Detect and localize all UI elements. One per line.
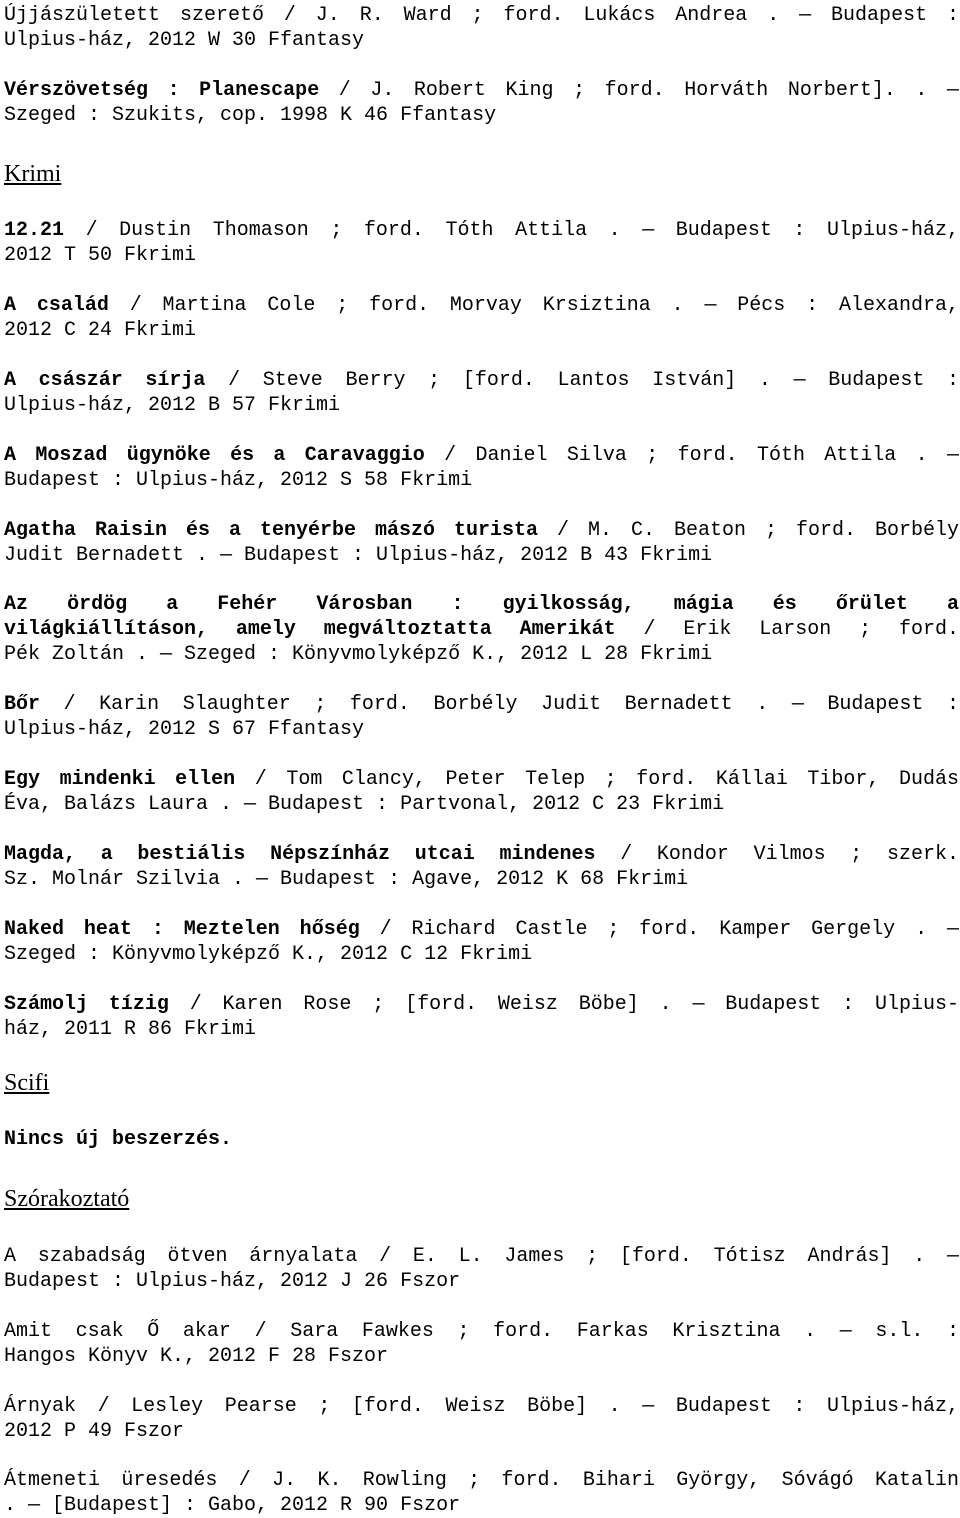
entry-line: Agatha Raisin és a tenyérbe mászó turista / M. C. Beaton ; ford. Borbély [4, 519, 959, 542]
entry-line: Budapest : Ulpius-ház, 2012 S 58 Fkrimi [4, 469, 473, 492]
entry-line: világkiállításon, amely megváltoztatta Amerikát / Erik Larson ; ford. [4, 618, 959, 641]
entry-line: 2012 C 24 Fkrimi [4, 319, 197, 342]
entry-title: Egy mindenki ellen [4, 768, 236, 791]
entry-line: Judit Bernadett . — Budapest : Ulpius-ház, 2012 B 43 Fkrimi [4, 544, 713, 567]
entry-line: 2012 P 49 Fszor [4, 1420, 185, 1443]
entry-line: Budapest : Ulpius-ház, 2012 J 26 Fszor [4, 1270, 461, 1293]
entry-line: 12.21 / Dustin Thomason ; ford. Tóth Attila . — Budapest : Ulpius-ház, [4, 219, 959, 242]
entry-line: . — [Budapest] : Gabo, 2012 R 90 Fszor [4, 1494, 461, 1517]
entry-title: Magda, a bestiális Népszínház utcai mindenes [4, 843, 596, 866]
entry-line: A Moszad ügynöke és a Caravaggio / Daniel Silva ; ford. Tóth Attila . — [4, 444, 959, 467]
entry-line: Újjászületett szerető / J. R. Ward ; ford. Lukács Andrea . — Budapest : [4, 4, 959, 27]
entry-line: Magda, a bestiális Népszínház utcai mindenes / Kondor Vilmos ; szerk. [4, 843, 959, 866]
entry-line: Hangos Könyv K., 2012 F 28 Fszor [4, 1345, 389, 1368]
entry-line: 2012 T 50 Fkrimi [4, 244, 197, 267]
entry-title: Agatha Raisin és a tenyérbe mászó turista [4, 519, 539, 542]
entry-line: Éva, Balázs Laura . — Budapest : Partvonal, 2012 C 23 Fkrimi [4, 793, 725, 816]
entry-line: Szeged : Könyvmolyképző K., 2012 C 12 Fkrimi [4, 943, 533, 966]
entry-line: Naked heat : Meztelen hőség / Richard Castle ; ford. Kamper Gergely . — [4, 918, 959, 941]
entry-line: Szeged : Szukits, cop. 1998 K 46 Ffantasy [4, 104, 497, 127]
section-heading-scifi: Scifi [4, 1070, 50, 1096]
entry-line: Sz. Molnár Szilvia . — Budapest : Agave, 2012 K 68 Fkrimi [4, 868, 689, 891]
entry-title: Naked heat : Meztelen hőség [4, 918, 360, 941]
entry-title: A család [4, 294, 109, 317]
entry-line: Pék Zoltán . — Szeged : Könyvmolyképző K., 2012 L 28 Fkrimi [4, 643, 713, 666]
entry-title: A császár sírja [4, 369, 206, 392]
entry-title: A Moszad ügynöke és a Caravaggio [4, 444, 425, 467]
entry-line: Ulpius-ház, 2012 W 30 Ffantasy [4, 29, 365, 52]
entry-title: Az ördög a Fehér Városban : gyilkosság, mágia és őrület a [4, 593, 959, 616]
entry-line: A császár sírja / Steve Berry ; [ford. Lantos István] . — Budapest : [4, 369, 959, 392]
entry-line: Átmeneti üresedés / J. K. Rowling ; ford. Bihari György, Sóvágó Katalin [4, 1469, 959, 1492]
entry-line: A szabadság ötven árnyalata / E. L. James ; [ford. Tótisz András] . — [4, 1245, 959, 1268]
entry-title: világkiállításon, amely megváltoztatta Amerikát [4, 618, 616, 641]
entry-title: 12.21 [4, 219, 65, 242]
section-heading-szorakoztato: Szórakoztató [4, 1186, 130, 1212]
entry-title: Bőr [4, 693, 41, 716]
section-heading-krimi: Krimi [4, 161, 62, 187]
entry-line: Ulpius-ház, 2012 S 67 Ffantasy [4, 718, 365, 741]
entry-title: Vérszövetség : Planescape [4, 79, 320, 102]
entry-line: Amit csak Ő akar / Sara Fawkes ; ford. Farkas Krisztina . — s.l. : [4, 1320, 959, 1343]
entry-line: Vérszövetség : Planescape / J. Robert King ; ford. Horváth Norbert]. . — [4, 79, 959, 102]
entry-line: ház, 2011 R 86 Fkrimi [4, 1018, 257, 1041]
entry-line: Számolj tízig / Karen Rose ; [ford. Weisz Böbe] . — Budapest : Ulpius- [4, 993, 959, 1016]
entry-title: Számolj tízig [4, 993, 169, 1016]
entry-line: Ulpius-ház, 2012 B 57 Fkrimi [4, 394, 341, 417]
entry-line: A család / Martina Cole ; ford. Morvay Krsiztina . — Pécs : Alexandra, [4, 294, 959, 317]
entry-line: Bőr / Karin Slaughter ; ford. Borbély Judit Bernadett . — Budapest : [4, 693, 959, 716]
section-note: Nincs új beszerzés. [4, 1128, 233, 1151]
entry-line: Egy mindenki ellen / Tom Clancy, Peter Telep ; ford. Kállai Tibor, Dudás [4, 768, 959, 791]
entry-line: Árnyak / Lesley Pearse ; [ford. Weisz Böbe] . — Budapest : Ulpius-ház, [4, 1395, 959, 1418]
